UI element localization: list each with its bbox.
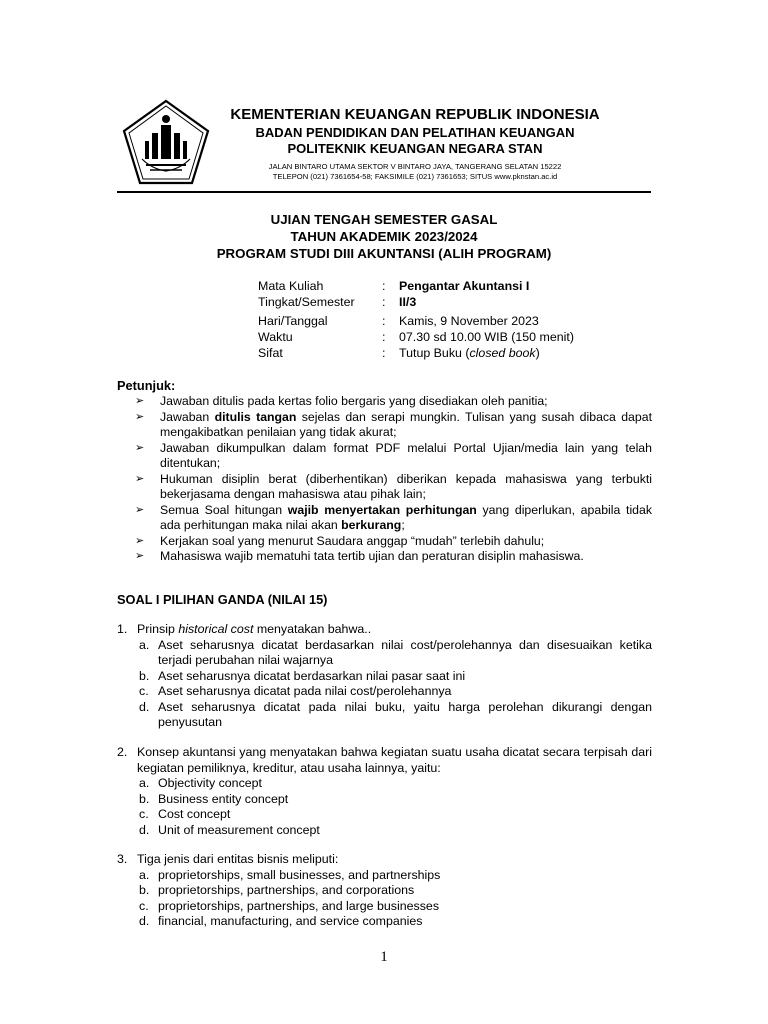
question-stem: 1. Prinsip historical cost menyatakan bahwa..: [117, 622, 372, 636]
level-label: Tingkat/Semester: [258, 295, 355, 309]
question-2: [117, 745, 652, 838]
instruction-item: ➢ Semua Soal hitungan wajib menyertakan perhitungan yang diperlukan, apabila tidak ada perhitungan maka nilai akan berkurang;: [135, 502, 652, 532]
instruction-item: ➢ Kerjakan soal yang menurut Saudara anggap “mudah” terlebih dahulu;: [135, 533, 545, 548]
course-value: Pengantar Akuntansi I: [399, 279, 530, 293]
colon: :: [382, 314, 386, 328]
instructions-list: [135, 394, 652, 565]
page-number: 1: [380, 949, 388, 965]
academic-year: TAHUN AKADEMIK 2023/2024: [290, 229, 478, 244]
exam-title: UJIAN TENGAH SEMESTER GASAL: [270, 212, 498, 227]
colon: :: [382, 295, 386, 309]
arrow-bullet-icon: ➢: [135, 472, 145, 485]
question-number: 2.: [117, 745, 128, 759]
colon: :: [382, 346, 386, 360]
answer-option: d. financial, manufacturing, and service companies: [139, 914, 423, 928]
colon: :: [382, 279, 386, 293]
ministry-name: KEMENTERIAN KEUANGAN REPUBLIK INDONESIA: [230, 106, 600, 123]
instruction-item: ➢ Mahasiswa wajib mematuhi tata tertib ujian dan peraturan disiplin mahasiswa.: [135, 549, 584, 563]
answer-option: a. Objectivity concept: [139, 776, 262, 790]
instruction-item: ➢ Jawaban ditulis tangan sejelas dan serapi mungkin. Tulisan yang susah dibaca dapat mengakibatkan penilaian yang tidak akurat;: [135, 409, 652, 439]
course-label: Mata Kuliah: [258, 279, 324, 293]
arrow-bullet-icon: ➢: [135, 503, 145, 516]
answer-option: c. Cost concept: [139, 807, 231, 821]
instruction-item: ➢ Hukuman disiplin berat (diberhentikan) diberikan kepada mahasiswa yang terbukti bekerjasama dengan mahasiswa atau pihak lain;: [135, 471, 652, 501]
answer-option: c. proprietorships, partnerships, and large businesses: [139, 898, 440, 913]
ministry-emblem-icon: [122, 99, 210, 185]
answer-option: d. Aset seharusnya dicatat pada nilai buku, yaitu harga perolehan dikurangi dengan penyusutan: [139, 699, 652, 729]
nature-label: Sifat: [258, 346, 283, 360]
school-name: POLITEKNIK KEUANGAN NEGARA STAN: [287, 141, 543, 156]
date-label: Hari/Tanggal: [258, 314, 328, 328]
question-stem: 3. Tiga jenis dari entitas bisnis meliputi:: [117, 852, 339, 866]
arrow-bullet-icon: ➢: [135, 441, 145, 454]
answer-option: b. Business entity concept: [139, 791, 289, 806]
question-number: 3.: [117, 852, 128, 866]
arrow-bullet-icon: ➢: [135, 550, 145, 562]
study-program: PROGRAM STUDI DIII AKUNTANSI (ALIH PROGRAM): [216, 246, 552, 261]
question-3: [117, 852, 652, 930]
arrow-bullet-icon: ➢: [135, 395, 145, 407]
level-value: II/3: [399, 295, 417, 309]
instruction-item: ➢ Jawaban dikumpulkan dalam format PDF melalui Portal Ujian/media lain yang telah ditentukan;: [135, 440, 652, 470]
instruction-item: ➢ Jawaban ditulis pada kertas folio bergaris yang disediakan oleh panitia;: [135, 394, 548, 408]
nature-value: Tutup Buku (closed book): [399, 346, 540, 360]
answer-option: a. proprietorships, small businesses, and partnerships: [139, 867, 441, 882]
answer-option: a. Aset seharusnya dicatat berdasarkan nilai cost/perolehannya dan disesuaikan ketika terjadi perubahan nilai wajarnya: [139, 637, 652, 667]
time-label: Waktu: [258, 330, 293, 344]
date-value: Kamis, 9 November 2023: [399, 314, 539, 328]
section-heading: SOAL I PILIHAN GANDA (NILAI 15): [117, 592, 328, 607]
colon: :: [382, 330, 386, 344]
answer-options: [117, 776, 652, 838]
agency-name: BADAN PENDIDIKAN DAN PELATIHAN KEUANGAN: [255, 125, 575, 140]
answer-option: b. Aset seharusnya dicatat berdasarkan nilai pasar saat ini: [139, 668, 466, 683]
question-1: [117, 622, 652, 731]
address-line: JALAN BINTARO UTAMA SEKTOR V BINTARO JAYA, TANGERANG SELATAN 15222: [268, 162, 562, 171]
answer-option: d. Unit of measurement concept: [139, 822, 320, 837]
contact-line: TELEPON (021) 7361654-58; FAKSIMILE (021) 7361653; SITUS www.pknstan.ac.id: [272, 172, 558, 181]
header-divider: [117, 191, 651, 193]
question-stem: 2. Konsep akuntansi yang menyatakan bahwa kegiatan suatu usaha dicatat secara terpisah dari kegiatan pemiliknya, kreditur, atau usaha lainnya, yaitu:: [117, 745, 652, 775]
answer-options: [117, 638, 652, 731]
answer-options: [117, 868, 652, 930]
answer-option: b. proprietorships, partnerships, and corporations: [139, 883, 415, 897]
question-number: 1.: [117, 622, 128, 636]
time-value: 07.30 sd 10.00 WIB (150 menit): [399, 330, 574, 344]
arrow-bullet-icon: ➢: [135, 410, 145, 423]
instructions-heading: Petunjuk:: [117, 378, 176, 393]
arrow-bullet-icon: ➢: [135, 534, 145, 547]
answer-option: c. Aset seharusnya dicatat pada nilai cost/perolehannya: [139, 684, 452, 698]
